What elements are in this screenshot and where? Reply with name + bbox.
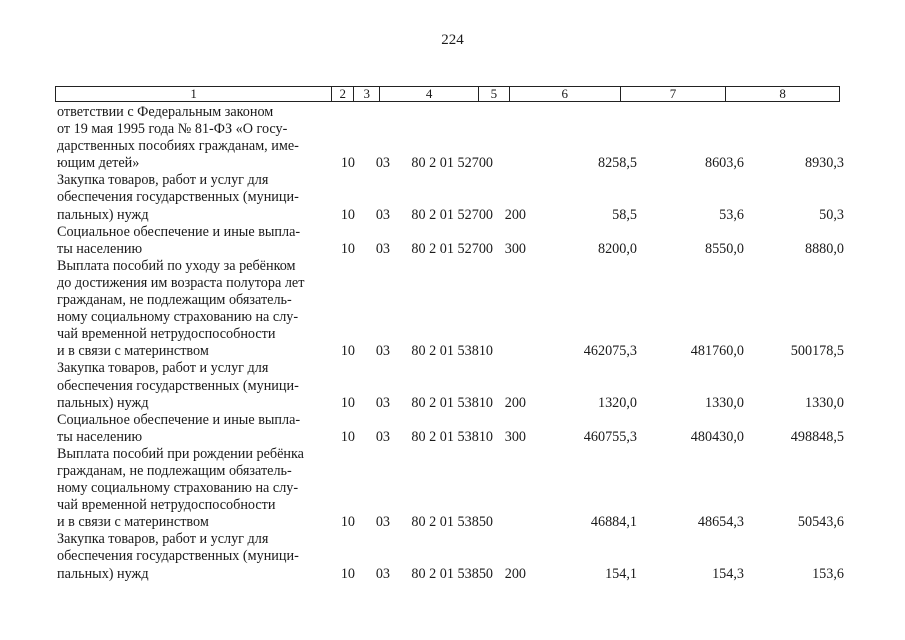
amount-year-3: 500178,5 (790, 343, 844, 360)
section-code: 10 (340, 428, 355, 445)
target-article-code: 80 2 01 53810 (411, 394, 493, 411)
amount-year-1: 154,1 (605, 565, 637, 582)
table-row (57, 412, 847, 446)
expense-type-code: 300 (504, 428, 526, 445)
amount-year-2: 1330,0 (704, 394, 744, 411)
description-line: Социальное обеспечение и иные выпла- (57, 223, 301, 240)
row-description (57, 446, 325, 531)
description-line: ному социальному страхованию на слу- (57, 480, 299, 497)
header-col-8: 8 (779, 86, 786, 101)
subsection-code: 03 (375, 565, 390, 582)
target-article-code: 80 2 01 53810 (411, 428, 493, 445)
table-row (57, 258, 847, 361)
section-code: 10 (340, 565, 355, 582)
description-line: Закупка товаров, работ и услуг для (57, 172, 269, 189)
header-col-5: 5 (479, 87, 510, 101)
table-row (57, 224, 847, 258)
table-body (57, 104, 847, 583)
description-line: пальных) нужд (57, 206, 149, 223)
amount-year-1: 8200,0 (597, 240, 637, 257)
target-article-code: 80 2 01 52700 (411, 240, 493, 257)
description-line: ты населению (57, 240, 143, 257)
subsection-code: 03 (375, 240, 390, 257)
amount-year-3: 50,3 (819, 206, 844, 223)
subsection-code: 03 (375, 155, 390, 172)
target-article-code: 80 2 01 53850 (411, 565, 493, 582)
description-line: пальных) нужд (57, 565, 149, 582)
subsection-code: 03 (375, 514, 390, 531)
amount-year-1: 58,5 (612, 206, 637, 223)
target-article-code: 80 2 01 53810 (411, 343, 493, 360)
expense-type-code: 200 (504, 565, 526, 582)
row-description (57, 412, 325, 446)
amount-year-2: 8550,0 (704, 240, 744, 257)
section-code: 10 (340, 206, 355, 223)
description-line: и в связи с материнством (57, 343, 209, 360)
description-line: обеспечения государственных (муници- (57, 548, 299, 565)
description-line: чай временной нетрудоспособности (57, 326, 276, 343)
subsection-code: 03 (375, 343, 390, 360)
amount-year-2: 8603,6 (704, 155, 744, 172)
amount-year-1: 8258,5 (597, 155, 637, 172)
amount-year-1: 46884,1 (590, 514, 637, 531)
description-line: гражданам, не подлежащим обязатель- (57, 292, 292, 309)
row-description (57, 172, 325, 223)
expense-type-code: 200 (504, 206, 526, 223)
row-description (57, 258, 325, 361)
section-code: 10 (340, 394, 355, 411)
table-row (57, 446, 847, 531)
amount-year-1: 462075,3 (583, 343, 637, 360)
description-line: дарственных пособиях гражданам, име- (57, 138, 299, 155)
target-article-code: 80 2 01 52700 (411, 155, 493, 172)
header-col-6: 6 (510, 87, 621, 101)
table-row (57, 172, 847, 223)
description-line: ты населению (57, 428, 143, 445)
amount-year-2: 480430,0 (690, 428, 744, 445)
description-line: гражданам, не подлежащим обязатель- (57, 462, 292, 479)
section-code: 10 (340, 514, 355, 531)
row-description (57, 360, 325, 411)
description-line: от 19 мая 1995 года № 81-ФЗ «О госу- (57, 121, 288, 138)
table-row (57, 531, 847, 582)
table-row (57, 104, 847, 172)
amount-year-3: 50543,6 (797, 514, 844, 531)
target-article-code: 80 2 01 53850 (411, 514, 493, 531)
expense-type-code: 200 (504, 394, 526, 411)
header-col-3: 3 (354, 87, 380, 101)
description-line: ющим детей» (57, 155, 140, 172)
section-code: 10 (340, 155, 355, 172)
amount-year-1: 460755,3 (583, 428, 637, 445)
amount-year-3: 8930,3 (804, 155, 844, 172)
description-line: ответствии с Федеральным законом (57, 104, 274, 120)
description-line: Социальное обеспечение и иные выпла- (57, 411, 301, 428)
target-article-code: 80 2 01 52700 (411, 206, 493, 223)
expense-type-code: 300 (504, 240, 526, 257)
description-line: ному социальному страхованию на слу- (57, 309, 299, 326)
description-line: обеспечения государственных (муници- (57, 377, 299, 394)
amount-year-3: 8880,0 (804, 240, 844, 257)
row-description (57, 531, 325, 582)
header-col-2: 2 (332, 87, 354, 101)
description-line: Закупка товаров, работ и услуг для (57, 360, 269, 377)
header-col-4: 4 (380, 87, 479, 101)
description-line: Закупка товаров, работ и услуг для (57, 531, 269, 548)
subsection-code: 03 (375, 206, 390, 223)
description-line: и в связи с материнством (57, 514, 209, 531)
page-number: 224 (441, 32, 464, 48)
description-line: Выплата пособий при рождении ребёнка (57, 445, 304, 462)
description-line: обеспечения государственных (муници- (57, 189, 299, 206)
amount-year-2: 154,3 (712, 565, 744, 582)
subsection-code: 03 (375, 428, 390, 445)
table-header (55, 86, 840, 102)
description-line: пальных) нужд (57, 394, 149, 411)
description-line: Выплата пособий по уходу за ребёнком (57, 257, 296, 274)
header-col-1: 1 (56, 87, 332, 101)
section-code: 10 (340, 240, 355, 257)
table-row (57, 360, 847, 411)
amount-year-3: 153,6 (812, 565, 844, 582)
amount-year-3: 1330,0 (804, 394, 844, 411)
section-code: 10 (340, 343, 355, 360)
amount-year-1: 1320,0 (597, 394, 637, 411)
amount-year-2: 48654,3 (697, 514, 744, 531)
amount-year-2: 481760,0 (690, 343, 744, 360)
description-line: до достижения им возраста полутора лет (57, 274, 305, 291)
row-description (57, 104, 325, 172)
amount-year-2: 53,6 (719, 206, 744, 223)
subsection-code: 03 (375, 394, 390, 411)
description-line: чай временной нетрудоспособности (57, 497, 276, 514)
amount-year-3: 498848,5 (790, 428, 844, 445)
row-description (57, 224, 325, 258)
header-col-7: 7 (621, 87, 727, 101)
